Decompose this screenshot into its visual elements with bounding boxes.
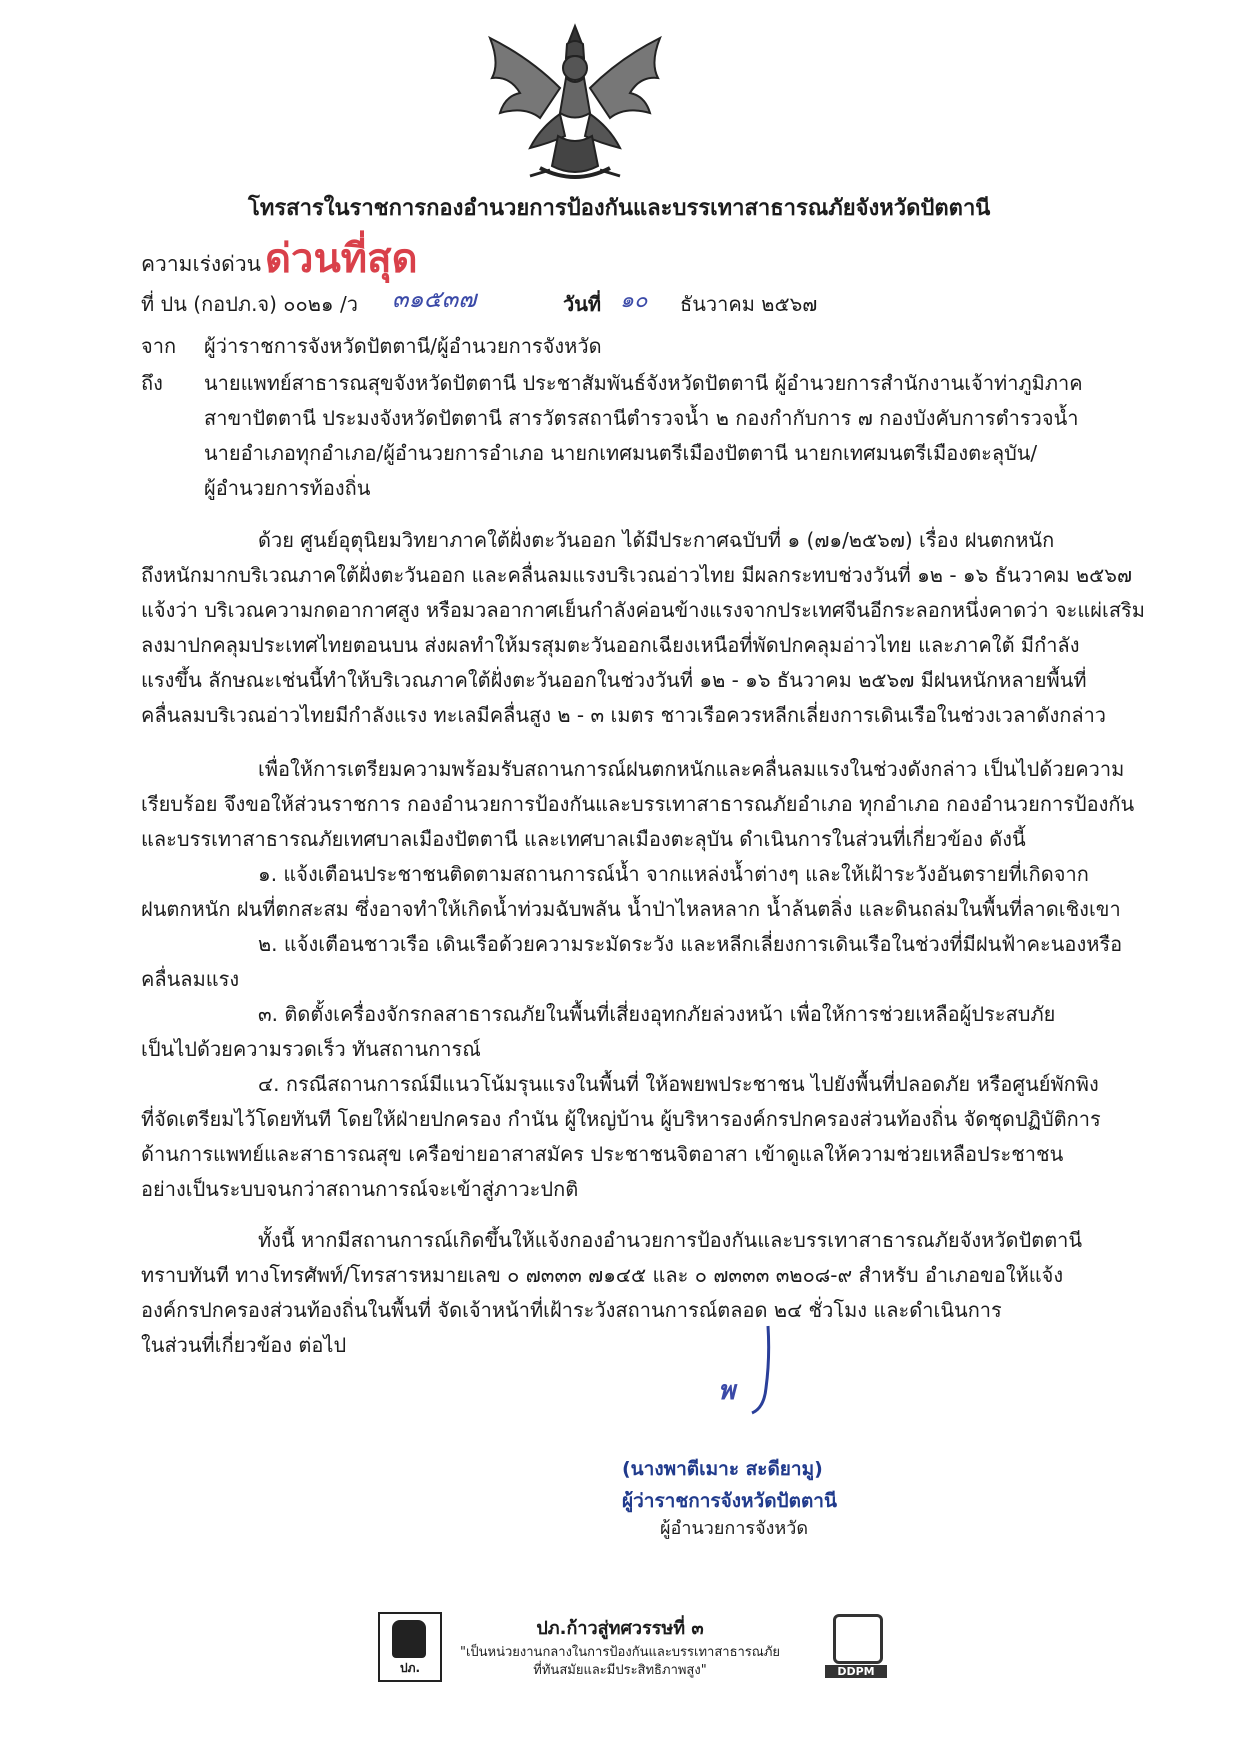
paragraph-1-line: ถึงหนักมากบริเวณภาคใต้ฝั่งตะวันออก และคลื่นลมแรงบริเวณอ่าวไทย มีผลกระทบช่วงวันที่ ๑๒ - ๑๖ ธันวาคม ๒๕๖๗: [141, 563, 1132, 587]
list-item-4-line: ๔. กรณีสถานการณ์มีแนวโน้มรุนแรงในพื้นที่ ให้อพยพประชาชน ไปยังพื้นที่ปลอดภัย หรือศูนย์พักพิง: [258, 1072, 1099, 1096]
document-title: โทรสารในราชการกองอำนวยการป้องกันและบรรเทาสาธารณภัยจังหวัดปัตตานี: [248, 196, 991, 221]
from-label: จาก: [141, 334, 177, 358]
signatory-subtitle: ผู้อำนวยการจังหวัด: [660, 1518, 809, 1539]
paragraph-1-line: ด้วย ศูนย์อุตุนิยมวิทยาภาคใต้ฝั่งตะวันออก ได้มีประกาศฉบับที่ ๑ (๗๑/๒๕๖๗) เรื่อง ฝนตกหนัก: [258, 528, 1055, 552]
reference-number-label: ที่ ปน (กอปภ.จ) ๐๐๒๑ /ว: [141, 292, 358, 316]
signatory-name: (นางพาตีเมาะ สะดียามู): [622, 1458, 823, 1480]
paragraph-1-line: แจ้งว่า บริเวณความกดอากาศสูง หรือมวลอากาศเย็นกำลังค่อนข้างแรงจากประเทศจีนอีกระลอกหนึ่งคาดว่า จะแผ่เสริม: [141, 598, 1145, 622]
to-line: ผู้อำนวยการท้องถิ่น: [204, 476, 371, 500]
paragraph-2-line: เพื่อให้การเตรียมความพร้อมรับสถานการณ์ฝนตกหนักและคลื่นลมแรงในช่วงดังกล่าว เป็นไปด้วยความ: [258, 757, 1125, 781]
paragraph-2-line: เรียบร้อย จึงขอให้ส่วนราชการ กองอำนวยการป้องกันและบรรเทาสาธารณภัยอำเภอ ทุกอำเภอ กองอำนวยการป้องกัน: [141, 792, 1135, 816]
list-item-3-line: ๓. ติดตั้งเครื่องจักรกลสาธารณภัยในพื้นที่เสี่ยงอุทกภัยล่วงหน้า เพื่อให้การช่วยเหลือผู้ประสบภัย: [258, 1002, 1056, 1026]
right-logo-text: DDPM: [825, 1665, 887, 1678]
list-item-4-line: อย่างเป็นระบบจนกว่าสถานการณ์จะเข้าสู่ภาวะปกติ: [141, 1177, 579, 1201]
to-line: นายแพทย์สาธารณสุขจังหวัดปัตตานี ประชาสัมพันธ์จังหวัดปัตตานี ผู้อำนวยการสำนักงานเจ้าท่าภูมิภาค: [204, 371, 1083, 395]
to-line: สาขาปัตตานี ประมงจังหวัดปัตตานี สารวัตรสถานีตำรวจน้ำ ๒ กองกำกับการ ๗ กองบังคับการตำรวจน้ำ: [204, 406, 1079, 430]
paragraph-1-line: แรงขึ้น ลักษณะเช่นนี้ทำให้บริเวณภาคใต้ฝั่งตะวันออกในช่วงวันที่ ๑๒ - ๑๖ ธันวาคม ๒๕๖๗ มีฝนหนักหลายพื้นที่: [141, 668, 1087, 692]
ddpm-hands-icon: [833, 1614, 883, 1664]
list-item-4-line: ด้านการแพทย์และสาธารณสุข เครือข่ายอาสาสมัคร ประชาชนจิตอาสา เข้าดูแลให้ความช่วยเหลือประชาชน: [141, 1142, 1064, 1166]
date-month-year: ธันวาคม ๒๕๖๗: [680, 292, 818, 316]
footer-slogan-title: ปภ.ก้าวสู่ทศวรรษที่ ๓: [536, 1618, 704, 1639]
paragraph-3-line: องค์กรปกครองส่วนท้องถิ่นในพื้นที่ จัดเจ้าหน้าที่เฝ้าระวังสถานการณ์ตลอด ๒๔ ชั่วโมง และดำเนินการ: [141, 1298, 1002, 1322]
list-item-2-line: คลื่นลมแรง: [141, 967, 240, 991]
list-item-2-line: ๒. แจ้งเตือนชาวเรือ เดินเรือด้วยความระมัดระวัง และหลีกเลี่ยงการเดินเรือในช่วงที่มีฝนฟ้าคะนองหรือ: [258, 932, 1123, 956]
paragraph-3-line: ในส่วนที่เกี่ยวข้อง ต่อไป: [141, 1333, 347, 1357]
paragraph-3-line: ทราบทันที ทางโทรศัพท์/โทรสารหมายเลข ๐ ๗๓๓๓ ๗๑๔๕ และ ๐ ๗๓๓๓ ๓๒๐๘-๙ สำหรับ อำเภอขอให้แจ้ง: [141, 1263, 1064, 1287]
paragraph-1-line: ลงมาปกคลุมประเทศไทยตอนบน ส่งผลทำให้มรสุมตะวันออกเฉียงเหนือที่พัดปกคลุมอ่าวไทย และภาคใต้ มีกำลัง: [141, 633, 1080, 657]
reference-number-handwritten: ๓๑๕๓๗: [392, 285, 477, 313]
paragraph-3-line: ทั้งนี้ หากมีสถานการณ์เกิดขึ้นให้แจ้งกองอำนวยการป้องกันและบรรเทาสาธารณภัยจังหวัดปัตตานี: [258, 1228, 1083, 1252]
signature-initials: พ: [718, 1376, 736, 1406]
paragraph-2-line: และบรรเทาสาธารณภัยเทศบาลเมืองปัตตานี และเทศบาลเมืองตะลุบัน ดำเนินการในส่วนที่เกี่ยวข้อง ดังนี้: [141, 827, 1026, 851]
left-logo-text: ปภ.: [399, 1661, 421, 1675]
signature-scribble: [690, 1318, 800, 1428]
date-day-handwritten: ๑๐: [620, 288, 648, 313]
to-line: นายอำเภอทุกอำเภอ/ผู้อำนวยการอำเภอ นายกเทศมนตรีเมืองปัตตานี นายกเทศมนตรีเมืองตะลุบัน/: [204, 441, 1038, 465]
list-item-1-line: ฝนตกหนัก ฝนที่ตกสะสม ซึ่งอาจทำให้เกิดน้ำท่วมฉับพลัน น้ำป่าไหลหลาก น้ำล้นตลิ่ง และดินถล่มในพื้นที่ลาดเชิงเขา: [141, 897, 1121, 921]
to-label: ถึง: [141, 371, 163, 395]
list-item-3-line: เป็นไปด้วยความรวดเร็ว ทันสถานการณ์: [141, 1037, 481, 1061]
signatory-position: ผู้ว่าราชการจังหวัดปัตตานี: [622, 1490, 837, 1512]
urgency-stamp: ด่วนที่สุด: [265, 236, 418, 282]
footer-slogan-line: ที่ทันสมัยและมีประสิทธิภาพสูง": [533, 1663, 707, 1678]
paragraph-1-line: คลื่นลมบริเวณอ่าวไทยมีกำลังแรง ทะเลมีคลื่นสูง ๒ - ๓ เมตร ชาวเรือควรหลีกเลี่ยงการเดินเรือในช่วงเวลาดังกล่าว: [141, 703, 1107, 727]
from-value: ผู้ว่าราชการจังหวัดปัตตานี/ผู้อำนวยการจังหวัด: [204, 334, 602, 358]
right-logo: [825, 1612, 887, 1678]
footer-slogan-line: "เป็นหน่วยงานกลางในการป้องกันและบรรเทาสาธารณภัย: [459, 1645, 781, 1660]
date-label: วันที่: [563, 292, 602, 316]
garuda-emblem: [470, 18, 680, 188]
list-item-1-line: ๑. แจ้งเตือนประชาชนติดตามสถานการณ์น้ำ จากแหล่งน้ำต่างๆ และให้เฝ้าระวังอันตรายที่เกิดจาก: [258, 862, 1089, 886]
urgency-label: ความเร่งด่วน: [141, 252, 261, 276]
list-item-4-line: ที่จัดเตรียมไว้โดยทันที โดยให้ฝ่ายปกครอง กำนัน ผู้ใหญ่บ้าน ผู้บริหารองค์กรปกครองส่วนท้องถิ่น จัดชุดปฏิบัติการ: [141, 1107, 1101, 1131]
hand-icon: [392, 1620, 426, 1658]
